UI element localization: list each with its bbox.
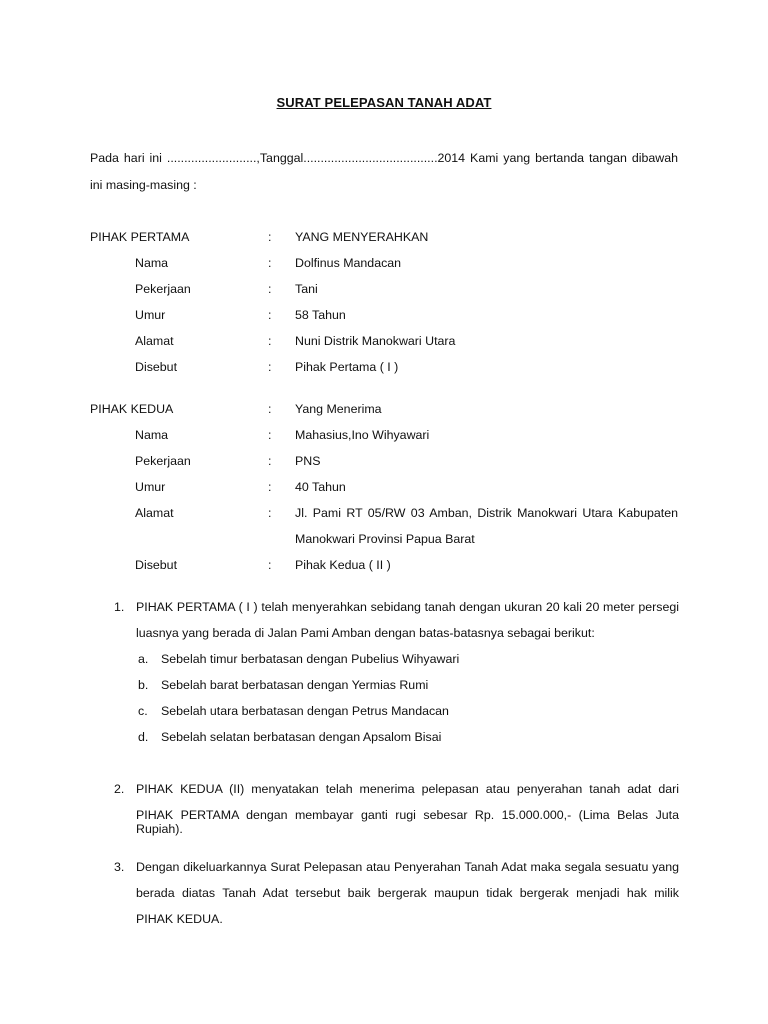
- colon: :: [268, 308, 272, 322]
- field-label: Alamat: [135, 334, 174, 348]
- pihak-kedua-pekerjaan-row: [0, 454, 768, 472]
- pihak-pertama-heading-row: [0, 230, 768, 248]
- subitem-text: Sebelah barat berbatasan dengan Yermias Rumi: [161, 678, 429, 692]
- colon: :: [268, 506, 272, 520]
- item-line: PIHAK KEDUA (II) menyatakan telah menerima pelepasan atau penyerahan tanah adat dari: [136, 782, 679, 796]
- pihak-pertama-heading: PIHAK PERTAMA: [90, 230, 190, 244]
- field-value-continued: Manokwari Provinsi Papua Barat: [295, 532, 475, 546]
- field-value: 40 Tahun: [295, 480, 346, 494]
- item-line: luasnya yang berada di Jalan Pami Amban dengan batas-batasnya sebagai berikut:: [136, 626, 595, 640]
- colon: :: [268, 480, 272, 494]
- pihak-kedua-heading-row: [0, 402, 768, 420]
- pihak-pertama-role: YANG MENYERAHKAN: [295, 230, 429, 244]
- colon: :: [268, 428, 272, 442]
- pihak-kedua-nama-row: [0, 428, 768, 446]
- item-number: 2.: [114, 782, 125, 796]
- colon: :: [268, 558, 272, 572]
- field-label: Disebut: [135, 558, 178, 572]
- pihak-kedua-heading: PIHAK KEDUA: [90, 402, 174, 416]
- subitem-letter: d.: [138, 730, 149, 744]
- field-label: Umur: [135, 308, 166, 322]
- field-value: Nuni Distrik Manokwari Utara: [295, 334, 456, 348]
- field-label: Pekerjaan: [135, 454, 191, 468]
- field-value: Pihak Pertama ( I ): [295, 360, 399, 374]
- item-number: 3.: [114, 860, 125, 874]
- pihak-kedua-alamat-row: [0, 506, 768, 524]
- pihak-kedua-disebut-row: [0, 558, 768, 576]
- pihak-pertama-alamat-row: [0, 334, 768, 352]
- colon: :: [268, 256, 272, 270]
- field-label: Umur: [135, 480, 166, 494]
- field-value: Pihak Kedua ( II ): [295, 558, 391, 572]
- field-label: Alamat: [135, 506, 174, 520]
- colon: :: [268, 402, 272, 416]
- item-line: PIHAK PERTAMA ( I ) telah menyerahkan sebidang tanah dengan ukuran 20 kali 20 meter persegi: [136, 600, 679, 614]
- field-label: Nama: [135, 428, 169, 442]
- pihak-pertama-umur-row: [0, 308, 768, 326]
- pihak-kedua-role: Yang Menerima: [295, 402, 382, 416]
- subitem-letter: a.: [138, 652, 149, 666]
- colon: :: [268, 282, 272, 296]
- colon: :: [268, 230, 272, 244]
- field-value: 58 Tahun: [295, 308, 346, 322]
- field-label: Pekerjaan: [135, 282, 191, 296]
- subitem-text: Sebelah utara berbatasan dengan Petrus Mandacan: [161, 704, 449, 718]
- field-label: Nama: [135, 256, 169, 270]
- pihak-kedua-alamat-row-2: [0, 532, 768, 550]
- subitem-letter: b.: [138, 678, 149, 692]
- field-value: PNS: [295, 454, 321, 468]
- item-line: PIHAK KEDUA.: [136, 912, 223, 926]
- field-label: Disebut: [135, 360, 178, 374]
- intro-line-1: Pada hari ini ..........................,Tanggal.......................................2014 Kami yang bertanda tangan dibawah: [90, 151, 678, 165]
- item-line: Dengan dikeluarkannya Surat Pelepasan atau Penyerahan Tanah Adat maka segala sesuatu yang: [136, 860, 679, 874]
- field-value: Jl. Pami RT 05/RW 03 Amban, Distrik Manokwari Utara Kabupaten: [295, 506, 678, 520]
- field-value: Mahasius,Ino Wihyawari: [295, 428, 430, 442]
- pihak-pertama-pekerjaan-row: [0, 282, 768, 300]
- colon: :: [268, 334, 272, 348]
- item-line: berada diatas Tanah Adat tersebut baik bergerak maupun tidak bergerak menjadi hak milik: [136, 886, 679, 900]
- pihak-pertama-disebut-row: [0, 360, 768, 378]
- subitem-letter: c.: [138, 704, 148, 718]
- field-value: Tani: [295, 282, 318, 296]
- colon: :: [268, 454, 272, 468]
- pihak-pertama-nama-row: [0, 256, 768, 274]
- pihak-kedua-umur-row: [0, 480, 768, 498]
- document-title: SURAT PELEPASAN TANAH ADAT: [276, 95, 492, 110]
- subitem-text: Sebelah selatan berbatasan dengan Apsalom Bisai: [161, 730, 442, 744]
- colon: :: [268, 360, 272, 374]
- intro-line-2: ini masing-masing :: [90, 178, 197, 192]
- item-line: PIHAK PERTAMA dengan membayar ganti rugi sebesar Rp. 15.000.000,- (Lima Belas Juta Rupiah).: [136, 808, 679, 836]
- item-number: 1.: [114, 600, 125, 614]
- field-value: Dolfinus Mandacan: [295, 256, 402, 270]
- subitem-text: Sebelah timur berbatasan dengan Pubelius Wihyawari: [161, 652, 460, 666]
